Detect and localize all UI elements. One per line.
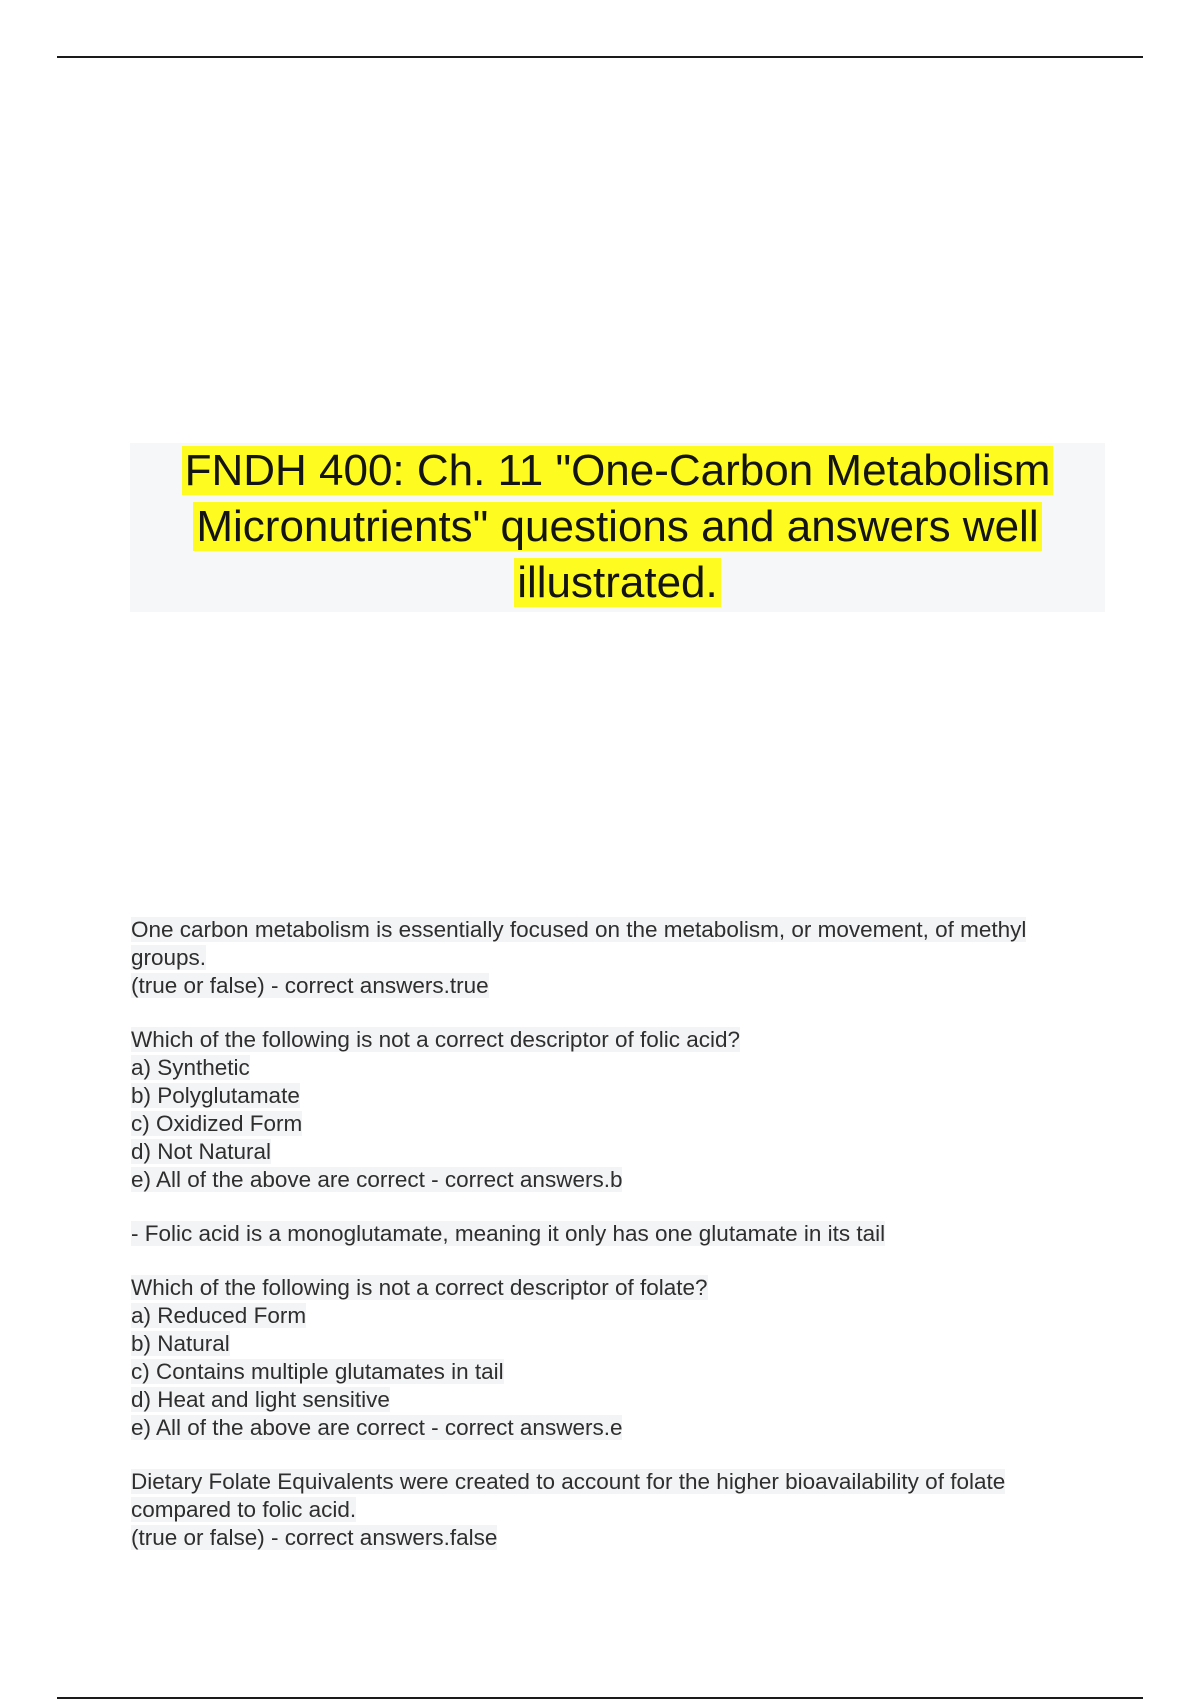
text-line: Dietary Folate Equivalents were created to account for the higher bioavailability of folate [131, 1469, 1006, 1494]
answer-line: e) All of the above are correct - correct answers.e [131, 1415, 623, 1440]
answer-line: e) All of the above are correct - correct answers.b [131, 1167, 623, 1192]
text-line: Which of the following is not a correct descriptor of folic acid? [131, 1027, 741, 1052]
questions-section [131, 916, 1111, 1578]
question-block [131, 916, 1111, 1000]
explanation-block [131, 1220, 1111, 1248]
text-line: - Folic acid is a monoglutamate, meaning it only has one glutamate in its tail [131, 1221, 886, 1246]
question-block [131, 1468, 1111, 1552]
title-line: illustrated. [130, 555, 1105, 611]
option-line: d) Not Natural [131, 1139, 272, 1164]
option-line: a) Synthetic [131, 1055, 250, 1080]
title-line: FNDH 400: Ch. 11 "One-Carbon Metabolism [130, 443, 1105, 499]
question-block [131, 1274, 1111, 1442]
answer-line: (true or false) - correct answers.true [131, 973, 489, 998]
bottom-divider [57, 1697, 1143, 1699]
option-line: b) Polyglutamate [131, 1083, 300, 1108]
option-line: d) Heat and light sensitive [131, 1387, 390, 1412]
text-line: Which of the following is not a correct descriptor of folate? [131, 1275, 708, 1300]
text-line: One carbon metabolism is essentially focused on the metabolism, or movement, of methyl [131, 917, 1027, 942]
option-line: c) Oxidized Form [131, 1111, 303, 1136]
option-line: c) Contains multiple glutamates in tail [131, 1359, 504, 1384]
document-title [130, 443, 1105, 612]
answer-line: (true or false) - correct answers.false [131, 1525, 498, 1550]
text-line: groups. [131, 945, 207, 970]
title-line: Micronutrients" questions and answers well [130, 499, 1105, 555]
option-line: a) Reduced Form [131, 1303, 307, 1328]
top-divider [57, 56, 1143, 58]
question-block [131, 1026, 1111, 1194]
text-line: compared to folic acid. [131, 1497, 357, 1522]
option-line: b) Natural [131, 1331, 230, 1356]
